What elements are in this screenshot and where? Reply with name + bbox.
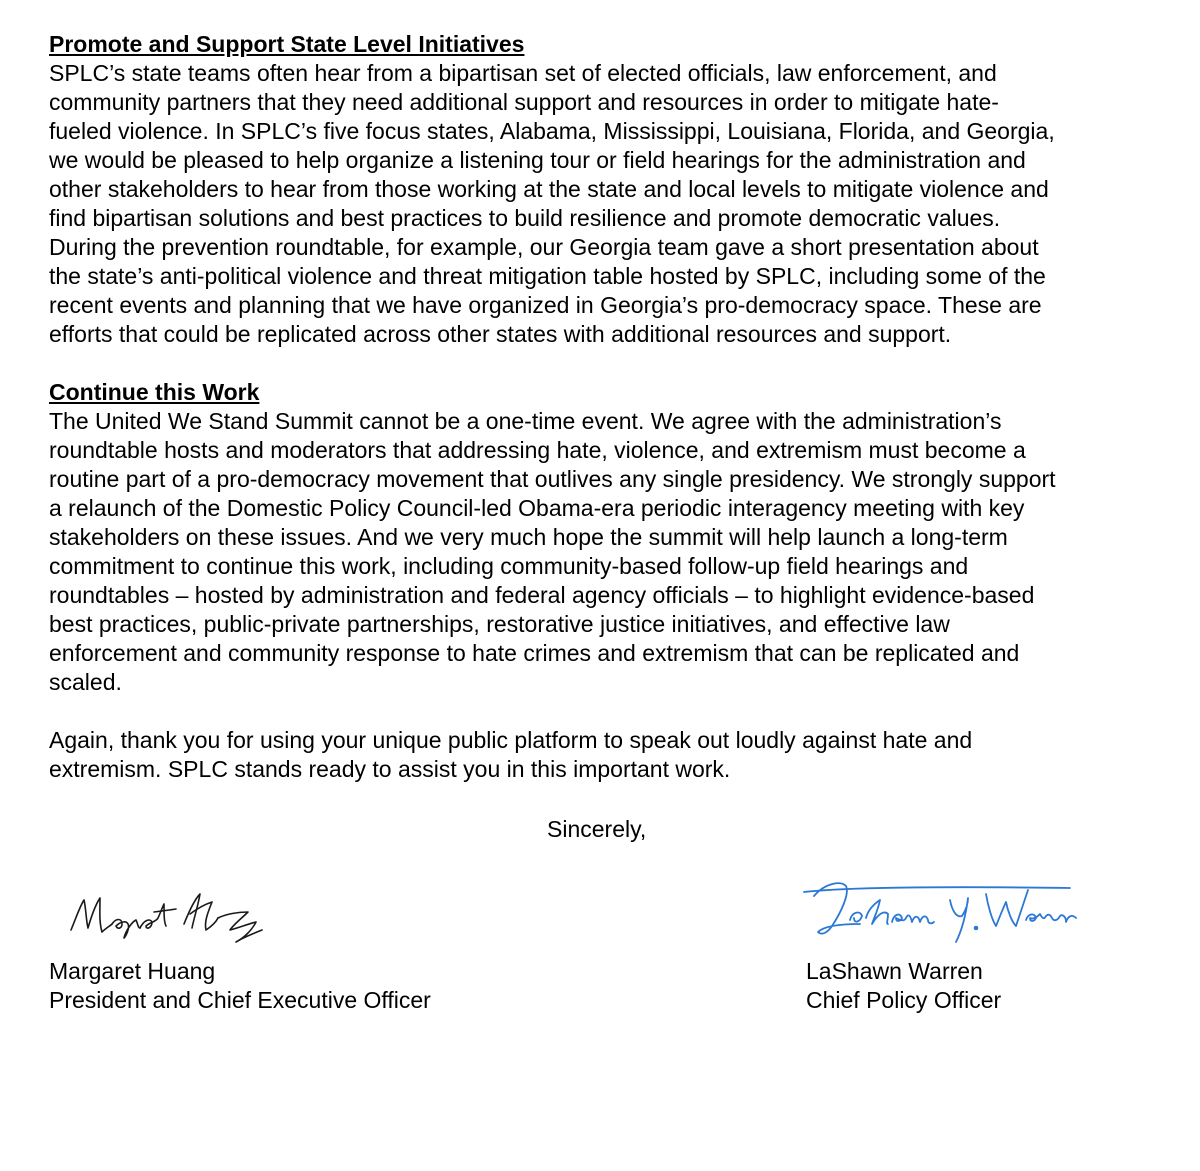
signatory-title: Chief Policy Officer [806, 987, 1002, 1013]
paragraph-spacer [49, 349, 1169, 378]
paragraph-line: routine part of a pro-democracy movement that outlives any single presidency. We strongly support [49, 466, 1056, 492]
signatory-title: President and Chief Executive Officer [49, 987, 431, 1013]
section-heading-continue-work: Continue this Work [49, 379, 260, 405]
paragraph-line: find bipartisan solutions and best practices to build resilience and promote democratic values. [49, 205, 1001, 231]
paragraph-line: Again, thank you for using your unique public platform to speak out loudly against hate and [49, 727, 973, 753]
closing-paragraph [49, 726, 1169, 784]
paragraph-line: recent events and planning that we have organized in Georgia’s pro-democracy space. These are [49, 292, 1042, 318]
paragraph-line: a relaunch of the Domestic Policy Council-led Obama-era periodic interagency meeting with key [49, 495, 1025, 521]
paragraph-line: other stakeholders to hear from those working at the state and local levels to mitigate violence and [49, 176, 1049, 202]
paragraph-line: commitment to continue this work, including community-based follow-up field hearings and [49, 553, 969, 579]
signatory-lashawn-warren [806, 957, 1001, 1015]
closing-salutation: Sincerely, [547, 816, 647, 842]
paragraph-line: During the prevention roundtable, for example, our Georgia team gave a short presentation about [49, 234, 1039, 260]
letter-body [49, 30, 1169, 784]
signature-margaret-huang [66, 878, 316, 948]
paragraph-line: SPLC’s state teams often hear from a bipartisan set of elected officials, law enforcement, and [49, 60, 997, 86]
paragraph-line: enforcement and community response to hate crimes and extremism that can be replicated and [49, 640, 1020, 666]
signatory-name: LaShawn Warren [806, 958, 983, 984]
signatory-name: Margaret Huang [49, 958, 216, 984]
paragraph-spacer [49, 697, 1169, 726]
paragraph-line: stakeholders on these issues. And we very much hope the summit will help launch a long-term [49, 524, 1008, 550]
section-body-state-initiatives [49, 59, 1169, 349]
paragraph-line: best practices, public-private partnerships, restorative justice initiatives, and effective law [49, 611, 950, 637]
paragraph-line: we would be pleased to help organize a listening tour or field hearings for the administration and [49, 147, 1026, 173]
section-heading-state-initiatives: Promote and Support State Level Initiatives [49, 31, 525, 57]
signatory-margaret-huang [49, 957, 431, 1015]
paragraph-line: The United We Stand Summit cannot be a one-time event. We agree with the administration’s [49, 408, 1002, 434]
signature-lashawn-warren [800, 870, 1080, 950]
paragraph-line: efforts that could be replicated across other states with additional resources and support. [49, 321, 952, 347]
paragraph-line: the state’s anti-political violence and threat mitigation table hosted by SPLC, including some of the [49, 263, 1046, 289]
paragraph-line: roundtables – hosted by administration and federal agency officials – to highlight evidence-based [49, 582, 1035, 608]
paragraph-line: scaled. [49, 669, 122, 695]
paragraph-line: roundtable hosts and moderators that addressing hate, violence, and extremism must become a [49, 437, 1026, 463]
paragraph-line: fueled violence. In SPLC’s five focus states, Alabama, Mississippi, Louisiana, Florida, and Georgia, [49, 118, 1055, 144]
paragraph-line: community partners that they need additional support and resources in order to mitigate hate- [49, 89, 999, 115]
section-body-continue-work [49, 407, 1169, 697]
paragraph-line: extremism. SPLC stands ready to assist you in this important work. [49, 756, 731, 782]
